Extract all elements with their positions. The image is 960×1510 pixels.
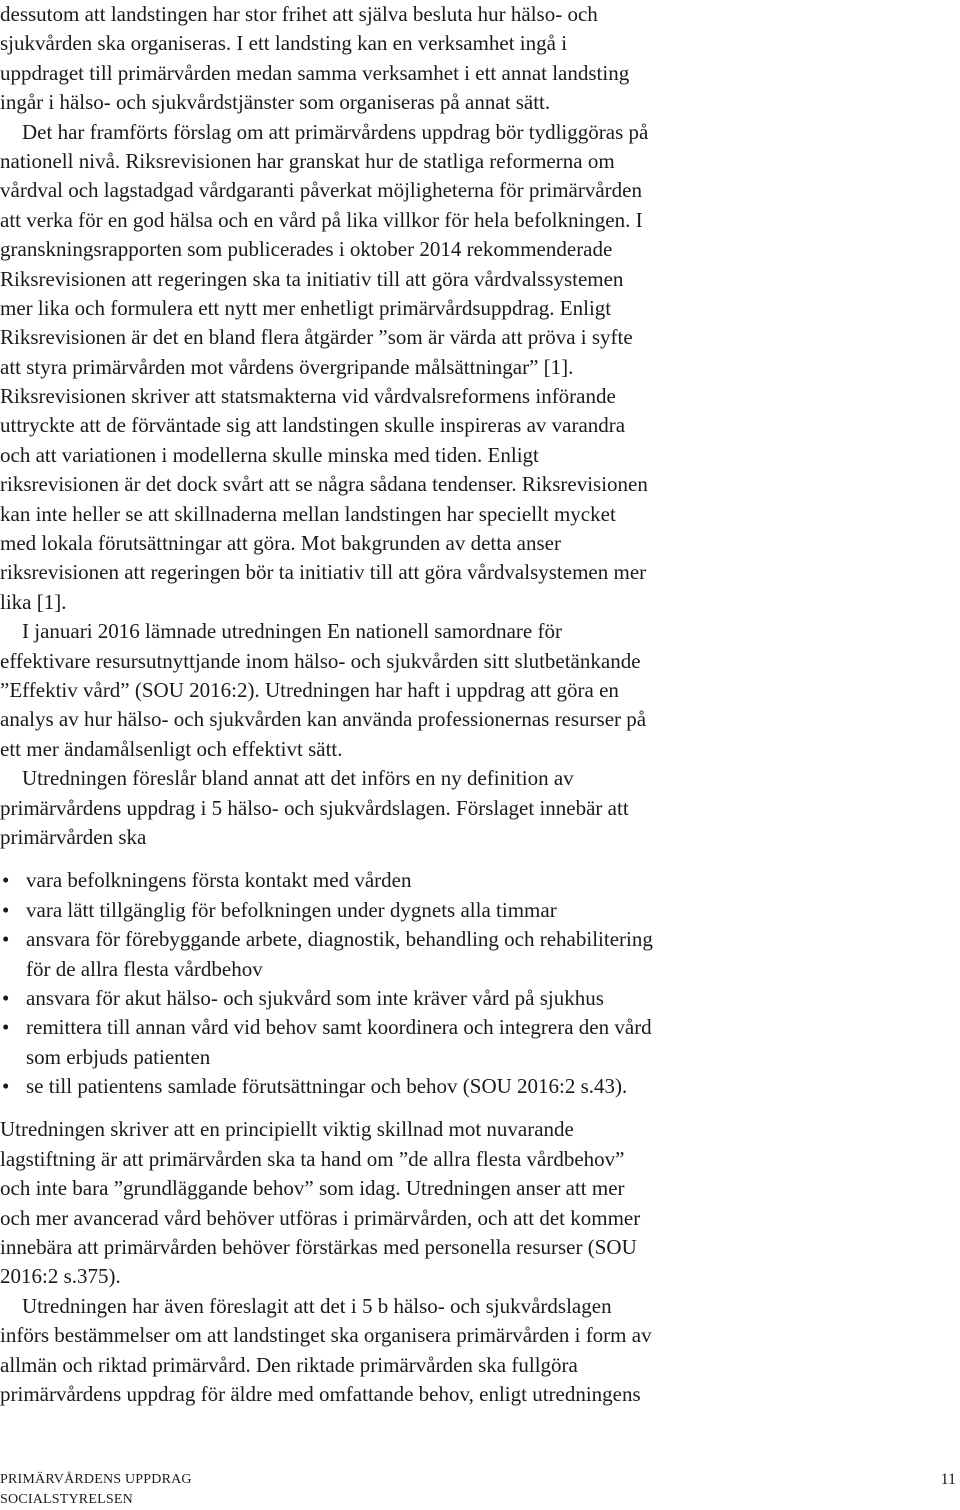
bullet-icon: •: [2, 1015, 10, 1040]
text-line: allmän och riktad primärvård. Den riktade primärvården ska fullgöra: [0, 1352, 578, 1377]
text-line: och inte bara ”grundläggande behov” som idag. Utredningen anser att mer: [0, 1176, 625, 1201]
text-line: kan inte heller se att skillnaderna mellan landstingen har speciellt mycket: [0, 501, 616, 526]
text-line: ”Effektiv vård” (SOU 2016:2). Utredningen har haft i uppdrag att göra en: [0, 677, 619, 702]
text-line: nationell nivå. Riksrevisionen har granskat hur de statliga reformerna om: [0, 148, 615, 173]
list-item-text: för de allra flesta vårdbehov: [26, 956, 263, 981]
text-line: Utredningen föreslår bland annat att det införs en ny definition av: [22, 766, 574, 791]
text-line: I januari 2016 lämnade utredningen En nationell samordnare för: [22, 619, 562, 644]
text-line: Det har framförts förslag om att primärvårdens uppdrag bör tydliggöras på: [22, 119, 649, 144]
page-number: 11: [940, 1471, 956, 1488]
bullet-icon: •: [2, 897, 10, 922]
text-line: sjukvården ska organiseras. I ett landsting kan en verksamhet ingå i: [0, 31, 568, 56]
footer-document-title: PRIMÄRVÅRDENS UPPDRAG: [0, 1472, 192, 1487]
list-item: [0, 896, 780, 925]
list-item: [0, 1013, 780, 1072]
text-line: dessutom att landstingen har stor frihet att själva besluta hur hälso- och: [0, 2, 598, 26]
bullet-icon: •: [2, 868, 10, 893]
list-item: [0, 866, 780, 895]
list-item: [0, 925, 780, 984]
footer-publisher: SOCIALSTYRELSEN: [0, 1492, 133, 1507]
bullet-line: [0, 896, 780, 925]
list-item-text: ansvara för förebyggande arbete, diagnostik, behandling och rehabilitering: [26, 927, 653, 952]
text-line: 2016:2 s.375).: [0, 1264, 121, 1289]
text-line: införs bestämmelser om att landstinget ska organisera primärvården i form av: [0, 1323, 652, 1348]
bullet-line: [0, 866, 780, 895]
text-line: granskningsrapporten som publicerades i oktober 2014 rekommenderade: [0, 237, 613, 262]
bullet-line: [0, 925, 780, 954]
text-line: Utredningen har även föreslagit att det i 5 b hälso- och sjukvårdslagen: [22, 1293, 612, 1318]
list-item-text: vara befolkningens första kontakt med vården: [26, 868, 412, 893]
text-line: lagstiftning är att primärvården ska ta hand om ”de allra flesta vårdbehov”: [0, 1146, 625, 1171]
text-line: riksrevisionen är det dock svårt att se några sådana tendenser. Riksrevisionen: [0, 472, 648, 497]
text-line: Riksrevisionen att regeringen ska ta initiativ till att göra vårdvalssystemen: [0, 266, 624, 291]
list-item-text: ansvara för akut hälso- och sjukvård som inte kräver vård på sjukhus: [26, 985, 604, 1010]
paragraph-1: [0, 0, 780, 118]
bullet-line: [0, 984, 780, 1013]
text-line: uppdraget till primärvården medan samma verksamhet i ett annat landsting: [0, 60, 630, 85]
text-line: effektivare resursutnyttjande inom hälso- och sjukvården sitt slutbetänkande: [0, 648, 641, 673]
text-line: Utredningen skriver att en principiellt viktig skillnad mot nuvarande: [0, 1117, 574, 1142]
text-line: mer lika och formulera ett nytt mer enhetligt primärvårdsuppdrag. Enligt: [0, 295, 612, 320]
spacer: [0, 852, 780, 866]
paragraph-6: [0, 1292, 780, 1410]
text-line: riksrevisionen att regeringen bör ta initiativ till att göra vårdvalsystemen mer: [0, 560, 647, 585]
text-line: och att variationen i modellerna skulle minska med tiden. Enligt: [0, 442, 539, 467]
paragraph-5: [0, 1115, 780, 1291]
list-item-text: vara lätt tillgänglig för befolkningen under dygnets alla timmar: [26, 897, 557, 922]
list-item-text: se till patientens samlade förutsättningar och behov (SOU 2016:2 s.43).: [26, 1074, 628, 1099]
bullet-icon: •: [2, 1074, 10, 1099]
list-item: [0, 984, 780, 1013]
paragraph-4: [0, 764, 780, 852]
bullet-line: [0, 1013, 780, 1042]
text-line: ett mer ändamålsenligt och effektivt sätt.: [0, 736, 343, 761]
text-line: lika [1].: [0, 589, 67, 614]
paragraph-2: [0, 118, 780, 618]
bullet-line: [0, 1072, 780, 1101]
list-item: [0, 1072, 780, 1101]
text-line: uttryckte att de förväntade sig att landstingen skulle inspireras av varandra: [0, 413, 626, 438]
bullet-icon: •: [2, 927, 10, 952]
bullet-list: [0, 866, 780, 1101]
text-line: analys av hur hälso- och sjukvården kan använda professionernas resurser på: [0, 707, 647, 732]
text-line: innebära att primärvården behöver förstärkas med personella resurser (SOU: [0, 1235, 637, 1260]
list-item-text: som erbjuds patienten: [26, 1044, 211, 1069]
text-line: att styra primärvården mot vårdens övergripande målsättningar” [1].: [0, 354, 574, 379]
spacer: [0, 1101, 780, 1115]
text-line: vårdval och lagstadgad vårdgaranti påverkat möjligheterna för primärvården: [0, 178, 642, 203]
list-item-text: remittera till annan vård vid behov samt koordinera och integrera den vård: [26, 1015, 652, 1040]
text-line: med lokala förutsättningar att göra. Mot bakgrunden av detta anser: [0, 531, 561, 556]
text-line: att verka för en god hälsa och en vård på lika villkor för hela befolkningen. I: [0, 207, 643, 232]
text-line: ingår i hälso- och sjukvårdstjänster som organiseras på annat sätt.: [0, 90, 551, 115]
page-footer: [0, 1470, 192, 1510]
text-line: Riksrevisionen skriver att statsmakterna vid vårdvalsreformens införande: [0, 384, 616, 409]
text-line: Riksrevisionen är det en bland flera åtgärder ”som är värda att pröva i syfte: [0, 325, 633, 350]
text-line: primärvårdens uppdrag i 5 hälso- och sjukvårdslagen. Förslaget innebär att: [0, 795, 629, 820]
bullet-icon: •: [2, 985, 10, 1010]
text-line: och mer avancerad vård behöver utföras i primärvården, och att det kommer: [0, 1205, 641, 1230]
paragraph-3: [0, 617, 780, 764]
text-line: primärvårdens uppdrag för äldre med omfattande behov, enligt utredningens: [0, 1381, 641, 1406]
text-line: primärvården ska: [0, 824, 147, 849]
